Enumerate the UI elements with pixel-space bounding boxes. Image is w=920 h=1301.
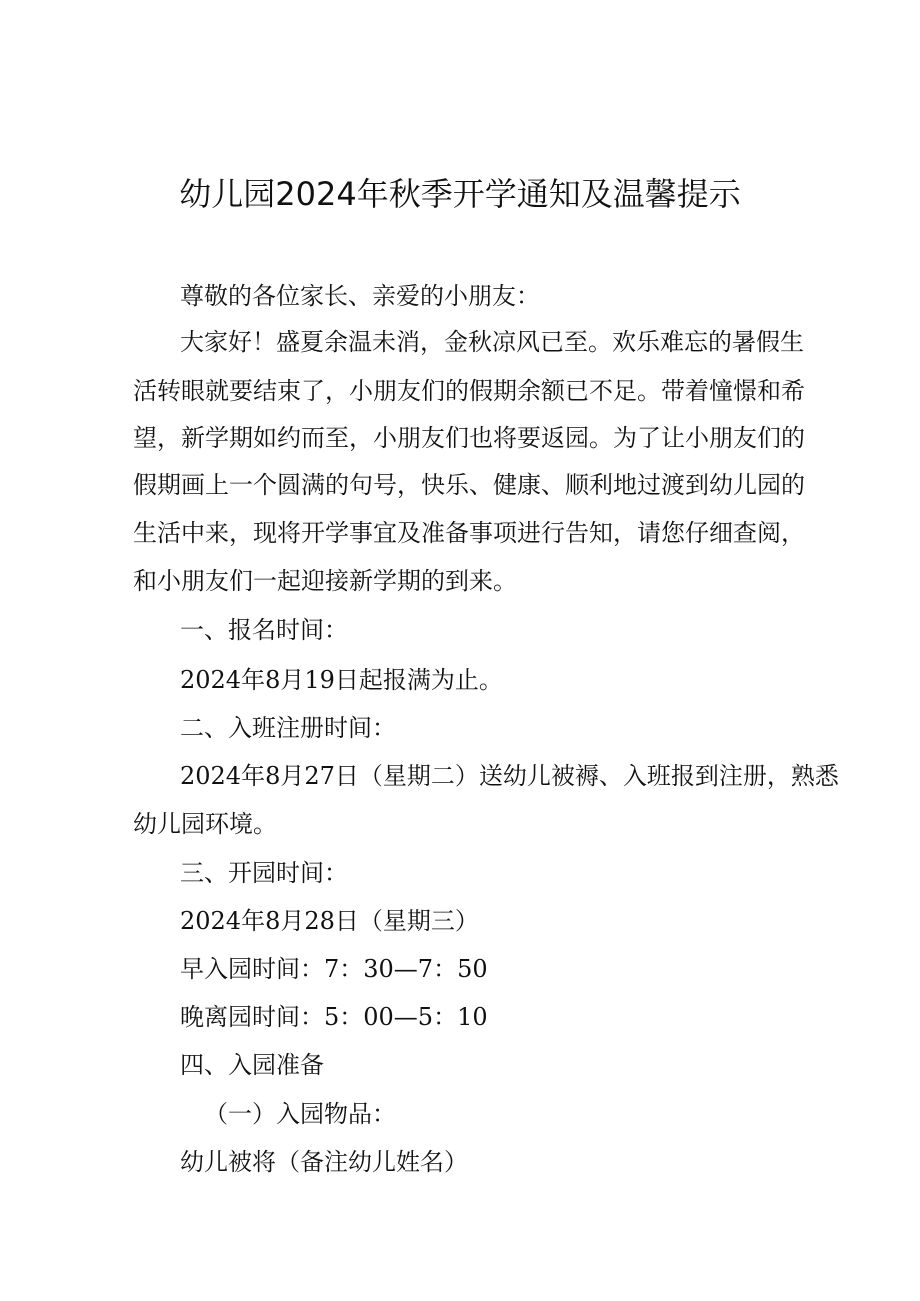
intro-line-3: 望，新学期如约而至，小朋友们也将要返园。为了让小朋友们的 bbox=[133, 424, 805, 452]
section-3-departure-time: 晚离园时间：5：00—5：10 bbox=[180, 1003, 488, 1031]
section-1-text: 2024年8月19日起报满为止。 bbox=[180, 666, 503, 694]
document-title: 幼儿园2024年秋季开学通知及温馨提示 bbox=[179, 175, 741, 213]
section-3-heading: 三、开园时间： bbox=[180, 859, 348, 887]
greeting: 尊敬的各位家长、亲爱的小朋友： bbox=[180, 282, 540, 310]
section-4-heading: 四、入园准备 bbox=[180, 1051, 324, 1079]
section-2-text-line-1: 2024年8月27日（星期二）送幼儿被褥、入班报到注册，熟悉 bbox=[180, 762, 839, 790]
section-4-sub-1-item-1: 幼儿被将（备注幼儿姓名） bbox=[180, 1148, 468, 1176]
section-4-sub-1-heading: （一）入园物品： bbox=[204, 1100, 396, 1128]
section-3-date: 2024年8月28日（星期三） bbox=[180, 907, 479, 935]
section-3-arrival-time: 早入园时间：7：30—7：50 bbox=[180, 955, 488, 983]
intro-line-1: 大家好！盛夏余温未消，金秋凉风已至。欢乐难忘的暑假生 bbox=[180, 328, 804, 356]
intro-line-2: 活转眼就要结束了，小朋友们的假期余额已不足。带着憧憬和希 bbox=[133, 377, 805, 405]
section-1-heading: 一、报名时间： bbox=[180, 616, 348, 644]
section-2-text-line-2: 幼儿园环境。 bbox=[133, 810, 277, 838]
intro-line-5: 生活中来，现将开学事宜及准备事项进行告知，请您仔细查阅， bbox=[133, 519, 805, 547]
intro-line-4: 假期画上一个圆满的句号，快乐、健康、顺利地过渡到幼儿园的 bbox=[133, 471, 805, 499]
section-2-heading: 二、入班注册时间： bbox=[180, 714, 396, 742]
intro-line-6: 和小朋友们一起迎接新学期的到来。 bbox=[133, 567, 517, 595]
